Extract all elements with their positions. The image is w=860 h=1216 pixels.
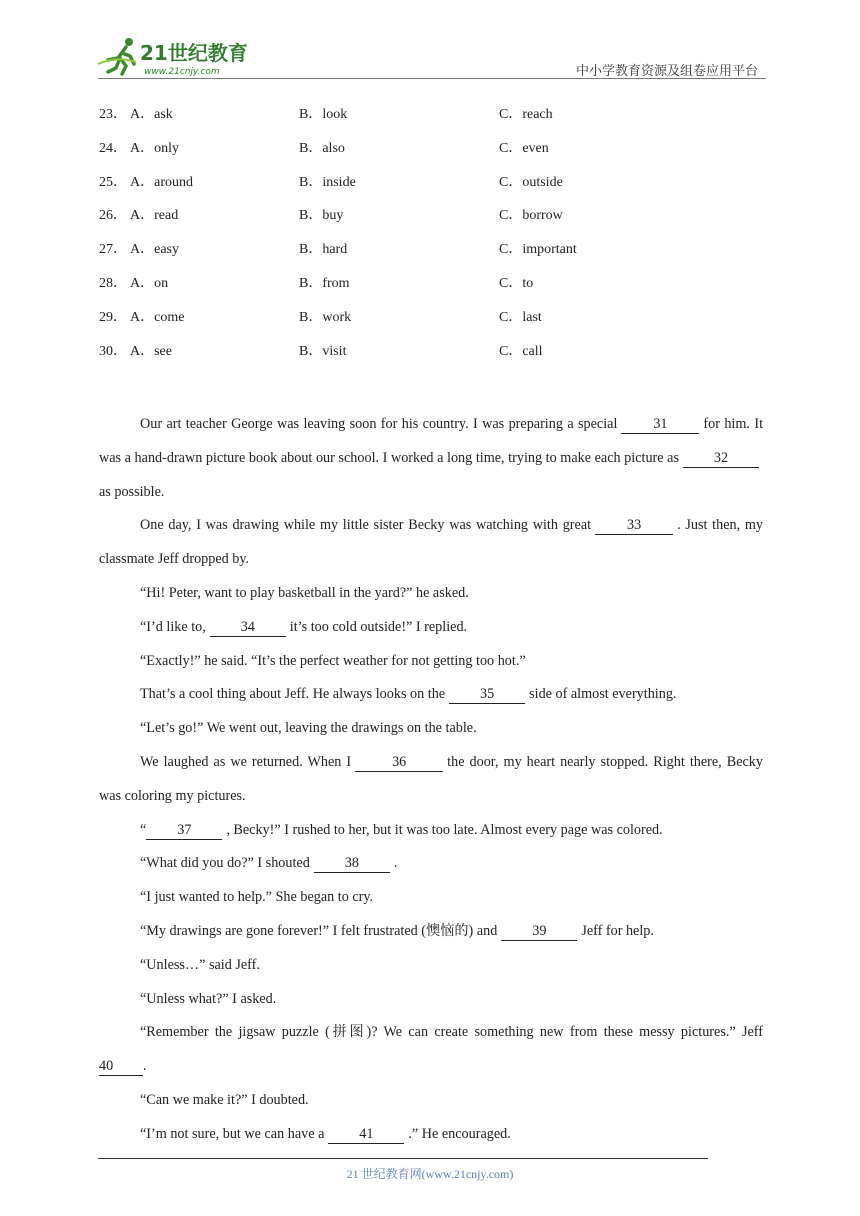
option-row-27 <box>99 239 779 273</box>
blank-39: 39 <box>501 922 577 941</box>
option-row-26 <box>99 205 779 239</box>
paragraph: “Exactly!” he said. “It’s the perfect weather for not getting too hot.” <box>140 652 526 669</box>
paragraph: “Unless…” said Jeff. <box>140 956 260 973</box>
question-number: 23． <box>99 107 127 122</box>
question-number: 29． <box>99 309 127 325</box>
option-b: B．work <box>299 309 352 325</box>
paragraph: One day, I was drawing while my little sister Becky was watching with great 33 . Just then, my classmate Jeff dropped by. <box>99 517 763 568</box>
option-c: C．borrow <box>499 208 563 224</box>
logo <box>96 34 266 78</box>
blank-31: 31 <box>621 415 699 434</box>
blank-41: 41 <box>328 1125 404 1144</box>
option-b: B．from <box>299 275 350 291</box>
option-a: A．read <box>130 208 179 224</box>
option-a: A．come <box>130 309 185 325</box>
paragraph: “Hi! Peter, want to play basketball in the yard?” he asked. <box>140 584 469 601</box>
option-a: A．see <box>130 343 172 359</box>
blank-36: 36 <box>355 753 443 772</box>
option-row-28 <box>99 273 779 307</box>
option-a: A．only <box>130 140 179 156</box>
option-c: C．outside <box>499 174 563 190</box>
blank-38: 38 <box>314 854 390 873</box>
paragraph: That’s a cool thing about Jeff. He always looks on the 35 side of almost everything. <box>140 686 677 703</box>
option-c: C．even <box>499 140 549 156</box>
question-number: 28． <box>99 275 127 291</box>
option-b: B．look <box>299 107 348 122</box>
cloze-passage <box>99 408 763 1152</box>
option-b: B．buy <box>299 208 344 224</box>
paragraph: “Unless what?” I asked. <box>140 990 277 1007</box>
header-divider <box>98 78 766 79</box>
svg-text:www.21cnjy.com: www.21cnjy.com <box>144 67 220 77</box>
option-a: A．ask <box>130 107 173 122</box>
blank-32: 32 <box>683 449 759 468</box>
option-row-23 <box>99 104 779 138</box>
footer-text: 21 世纪教育网(www.21cnjy.com) <box>346 1167 514 1181</box>
question-number: 27． <box>99 242 127 258</box>
footer-divider <box>98 1158 708 1159</box>
paragraph: We laughed as we returned. When I 36 the door, my heart nearly stopped. Right there, Becky was coloring my pictures. <box>99 753 763 804</box>
paragraph: “ 37 , Becky!” I rushed to her, but it was too late. Almost every page was colored. <box>140 821 663 838</box>
option-a: A．easy <box>130 242 179 258</box>
option-b: B．visit <box>299 343 347 359</box>
paragraph: “Remember the jigsaw puzzle (拼图)? We can create something new from these messy pictures.” Jeff 40 . <box>99 1024 763 1075</box>
paragraph: “I’m not sure, but we can have a 41 .” He encouraged. <box>140 1125 511 1142</box>
question-number: 24． <box>99 140 127 156</box>
header-platform-label: 中小学教育资源及组卷应用平台 <box>575 64 758 79</box>
paragraph: “I’d like to, 34 it’s too cold outside!” I replied. <box>140 618 468 635</box>
option-row-30 <box>99 341 779 375</box>
option-c: C．to <box>499 275 534 291</box>
blank-33: 33 <box>595 516 673 535</box>
blank-35: 35 <box>449 685 525 704</box>
paragraph: “What did you do?” I shouted 38 . <box>140 855 398 872</box>
svg-text:21世纪教育: 21世纪教育 <box>140 41 248 65</box>
page-header <box>0 0 860 80</box>
paragraph: Our art teacher George was leaving soon for his country. I was preparing a special 31 for him. It was a hand-drawn picture book about our school. I worked a long time, trying to make each picture as 32as possible. <box>99 416 764 500</box>
question-number: 25． <box>99 174 127 190</box>
paragraph: “My drawings are gone forever!” I felt frustrated (懊恼的) and 39 Jeff for help. <box>140 922 654 939</box>
question-number: 26． <box>99 208 127 224</box>
option-b: B．inside <box>299 174 356 190</box>
option-row-24 <box>99 138 779 172</box>
option-b: B．hard <box>299 242 348 258</box>
answer-options-list <box>99 104 779 374</box>
option-c: C．reach <box>499 107 553 122</box>
option-b: B．also <box>299 140 345 156</box>
option-c: C．important <box>499 242 577 258</box>
option-a: A．on <box>130 275 169 291</box>
blank-40: 40 <box>99 1057 143 1076</box>
option-a: A．around <box>130 174 193 190</box>
paragraph: “I just wanted to help.” She began to cry. <box>140 889 374 906</box>
option-c: C．call <box>499 343 543 359</box>
blank-37: 37 <box>146 821 222 840</box>
paragraph: “Let’s go!” We went out, leaving the drawings on the table. <box>140 720 477 737</box>
question-number: 30． <box>99 343 127 359</box>
option-c: C．last <box>499 309 542 325</box>
option-row-25 <box>99 172 779 206</box>
blank-34: 34 <box>210 618 286 637</box>
paragraph: “Can we make it?” I doubted. <box>140 1091 309 1108</box>
option-row-29 <box>99 307 779 341</box>
